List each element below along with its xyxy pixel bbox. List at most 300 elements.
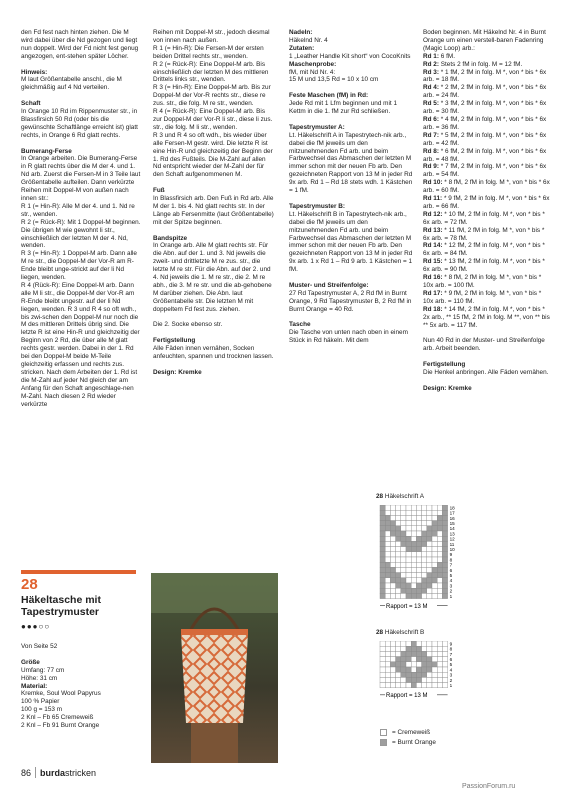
chart-a-cell [427, 562, 432, 567]
chart-a-cell [411, 588, 416, 593]
chart-b-cell [437, 646, 442, 651]
chart-b-cell [437, 667, 442, 672]
legend-label-cream: = Cremeweiß [392, 729, 431, 736]
chart-b-cell [427, 667, 432, 672]
text-para: Die Tasche von unten nach oben in einem Stück in Rd häkeln. Mit dem [289, 329, 408, 345]
chart-a-cell [442, 531, 447, 536]
chart-a-cell [385, 536, 390, 541]
chart-a-label: Häkelschrift A [384, 493, 424, 500]
chart-b-cell [427, 677, 432, 682]
chart-a-row-label: 12 [449, 536, 455, 542]
chart-a-cell [437, 578, 442, 583]
chart-a-cell [390, 505, 395, 510]
chart-b-cell [396, 646, 401, 651]
chart-a-cell [411, 552, 416, 557]
chart-a-cell [442, 562, 447, 567]
chart-a-cell [406, 573, 411, 578]
chart-b-cell [427, 641, 432, 646]
chart-a-cell [396, 567, 401, 572]
chart-a-cell [427, 531, 432, 536]
chart-a-cell [406, 557, 411, 562]
chart-a-cell [385, 593, 390, 598]
chart-a-row-label: 10 [449, 547, 455, 552]
chart-a-cell [396, 510, 401, 515]
material-yarn: Kremke, Soul Wool Papyrus [21, 690, 101, 698]
chart-b-cell [411, 662, 416, 667]
text-para: Rd 6: * 4 fM, 2 fM in folg. M *, von * bis * 6x arb. = 36 fM. [423, 115, 547, 131]
text-para: Die 2. Socke ebenso str. [153, 321, 223, 329]
chart-b-cell [385, 641, 390, 646]
chart-a-cell [385, 505, 390, 510]
chart-a-cell [411, 505, 416, 510]
chart-b-cell [390, 651, 395, 656]
chart-a-cell [437, 536, 442, 541]
chart-b-cell [401, 646, 406, 651]
chart-b-cell [396, 662, 401, 667]
chart-b-cell [411, 646, 416, 651]
chart-a-cell [385, 562, 390, 567]
chart-a-cell [416, 567, 421, 572]
chart-a-cell [432, 557, 437, 562]
chart-a-cell [432, 505, 437, 510]
chart-a-cell [396, 573, 401, 578]
chart-a-cell [401, 531, 406, 536]
chart-b-cell [422, 657, 427, 662]
material-weight: 100 g = 153 m [21, 706, 63, 714]
page-reference: Von Seite 52 [21, 643, 58, 650]
chart-a-cell [427, 521, 432, 526]
text-para: Rd 14: * 12 fM, 2 fM in folg. M *, von * bis * 6x arb. = 84 fM. [423, 242, 545, 258]
text-column-3 [289, 29, 414, 345]
chart-b-cell [416, 641, 421, 646]
chart-a-cell [442, 557, 447, 562]
project-title: Häkeltasche mit Tapestrymuster [21, 594, 101, 618]
text-para: Fertigstellung [153, 337, 196, 345]
text-para: Rd 5: * 3 fM, 2 fM in folg. M *, von * bis * 6x arb. = 30 fM. [423, 100, 547, 116]
chart-b-cell [432, 677, 437, 682]
chart-a-cell [401, 562, 406, 567]
project-number: 28 [21, 576, 38, 593]
chart-b-cell [385, 651, 390, 656]
magazine-brand [40, 768, 96, 778]
chart-b-cell [390, 677, 395, 682]
chart-a-cell [411, 521, 416, 526]
chart-a-cell [396, 515, 401, 520]
text-para: Rd 13: * 11 fM, 2 fM in folg. M *, von * bis * 6x arb. = 78 fM. [423, 226, 545, 242]
text-para: 1 „Leather Handle Kit short“ von CocoKnits [289, 52, 411, 60]
chart-b-cell [390, 641, 395, 646]
chart-a-grid [378, 505, 468, 617]
text-para: Nadeln: [289, 29, 313, 36]
text-para: Rd 4: * 2 fM, 2 fM in folg. M *, von * bis * 6x arb. = 24 fM. [423, 84, 547, 100]
chart-a-row-label: 3 [449, 583, 453, 589]
chart-b-cell [422, 683, 427, 688]
chart-a-cell [416, 531, 421, 536]
chart-b-cell [401, 662, 406, 667]
chart-b-cell [432, 667, 437, 672]
chart-a-cell [416, 515, 421, 520]
chart-a-cell [390, 547, 395, 552]
chart-a-cell [380, 515, 385, 520]
chart-b-label: Häkelschrift B [384, 629, 425, 636]
chart-a-cell [411, 573, 416, 578]
chart-a-cell [396, 583, 401, 588]
chart-a-cell [422, 557, 427, 562]
chart-a-cell [422, 593, 427, 598]
chart-b-cell [411, 683, 416, 688]
chart-a-cell [390, 536, 395, 541]
text-para: R 3 (= Hin-R): Eine Doppel-M arb. Bis zur Doppel-M der Vor-R rechts str., diese re zus. str., die folg. M re str., wenden. [153, 84, 271, 108]
chart-b-row-label: 2 [449, 677, 453, 683]
chart-a-cell [442, 515, 447, 520]
chart-a-cell [401, 557, 406, 562]
chart-a-cell [416, 573, 421, 578]
chart-a-cell [390, 521, 395, 526]
chart-a-cell [442, 541, 447, 546]
chart-a-cell [416, 593, 421, 598]
text-para: Muster- und Streifenfolge: [289, 281, 369, 289]
chart-b-cell [411, 651, 416, 656]
chart-a-cell [432, 578, 437, 583]
material-heading: Material: [21, 682, 48, 690]
material-color-2: 2 Knl – Fb 91 Burnt Orange [21, 722, 100, 730]
chart-a-cell [401, 510, 406, 515]
chart-a-cell [396, 505, 401, 510]
footer-divider [35, 767, 36, 778]
chart-a-cell [396, 526, 401, 531]
chart-b-cell [406, 683, 411, 688]
chart-a-row-label: 9 [449, 552, 453, 558]
chart-a-cell [406, 536, 411, 541]
chart-b-row-label: 3 [449, 672, 453, 678]
chart-a-cell [406, 567, 411, 572]
chart-b-cell [427, 683, 432, 688]
chart-b-cell [437, 683, 442, 688]
chart-a-cell [416, 541, 421, 546]
chart-b-cell [422, 646, 427, 651]
chart-b-cell [437, 662, 442, 667]
chart-a-cell [442, 567, 447, 572]
chart-b-cell [442, 677, 447, 682]
size-heading: Größe [21, 658, 40, 666]
text-para: Rd 1: 6 fM. [423, 52, 455, 60]
chart-a-cell [437, 521, 442, 526]
chart-a-cell [411, 567, 416, 572]
chart-a-cell [427, 547, 432, 552]
chart-a-cell [442, 588, 447, 593]
chart-a-row-label: 8 [449, 557, 453, 563]
chart-a-cell [401, 578, 406, 583]
chart-b-cell [385, 646, 390, 651]
chart-a-rapport-label: Rapport = 13 M [386, 603, 428, 610]
chart-a-cell [427, 526, 432, 531]
chart-b-cell [385, 657, 390, 662]
chart-a-row-label: 16 [449, 515, 455, 521]
chart-a-cell [437, 573, 442, 578]
chart-b-cell [422, 672, 427, 677]
chart-b-cell [442, 667, 447, 672]
chart-a-cell [401, 521, 406, 526]
text-para: In Blassfirsich arb. Den Fuß in Rd arb. Alle M der 1. bis 4. Nd glatt rechts str. In der Länge ab Fersenmitte (laut Größentabelle) mit der Spitze beginnen. [153, 195, 274, 226]
chart-a-title [376, 493, 424, 500]
chart-a-cell [411, 541, 416, 546]
chart-a-cell [416, 547, 421, 552]
material-fibre: 100 % Papier [21, 698, 60, 706]
chart-b-cell [406, 641, 411, 646]
text-column-4 [423, 29, 551, 393]
chart-b-cell [437, 677, 442, 682]
chart-b-rapport-label: Rapport = 13 M [386, 693, 428, 699]
chart-a-cell [401, 547, 406, 552]
chart-a-row-label: 18 [449, 505, 455, 511]
chart-b-cell [406, 672, 411, 677]
text-para: Rd 12: * 10 fM, 2 fM in folg. M *, von * bis * 6x arb. = 72 fM. [423, 210, 545, 226]
text-para: R 1 (= Hin-R): Die Fersen-M der ersten beiden Drittel rechts str., wenden. [153, 44, 264, 60]
chart-a-cell [432, 593, 437, 598]
chart-a-cell [432, 573, 437, 578]
chart-a-cell [422, 526, 427, 531]
chart-b-cell [401, 657, 406, 662]
chart-a-cell [401, 567, 406, 572]
chart-a-cell [390, 588, 395, 593]
chart-a-cell [437, 526, 442, 531]
material-color-1: 2 Knl – Fb 65 Cremeweiß [21, 714, 94, 722]
chart-b-cell [390, 683, 395, 688]
chart-a-cell [385, 573, 390, 578]
chart-a-cell [380, 510, 385, 515]
chart-a-cell [385, 510, 390, 515]
text-para: R 4 (= Rück-R): Eine Doppel-M arb. Bis zur Doppel-M der Vor-R li str., diese li zus. str., die folg. M li str., wenden. [153, 108, 273, 131]
chart-a-cell [427, 573, 432, 578]
chart-a-cell [380, 526, 385, 531]
chart-a-cell [385, 547, 390, 552]
text-para: Boden beginnen. Mit Häkelnd Nr. 4 in Burnt Orange um einen verstell-baren Fadenring (Magic Loop) arb.: [423, 29, 546, 52]
chart-a-cell [422, 531, 427, 536]
chart-a-row-label: 7 [449, 562, 453, 568]
chart-a-cell [406, 526, 411, 531]
chart-a-cell [437, 505, 442, 510]
chart-a-cell [437, 562, 442, 567]
chart-a-cell [432, 583, 437, 588]
chart-b-cell [406, 662, 411, 667]
chart-a-cell [406, 505, 411, 510]
text-para: Häkelnd Nr. 4 [289, 36, 328, 44]
chart-a-cell [427, 583, 432, 588]
chart-a-cell [437, 541, 442, 546]
chart-a-cell [442, 573, 447, 578]
chart-a-cell [401, 515, 406, 520]
chart-a-cell [416, 505, 421, 510]
chart-a-cell [437, 510, 442, 515]
chart-a-cell [422, 521, 427, 526]
text-para: Fertigstellung [423, 361, 466, 369]
chart-b-cell [411, 672, 416, 677]
chart-a-row-label: 5 [449, 573, 453, 578]
text-para: Tapestrymuster B: [289, 202, 345, 210]
chart-a-cell [437, 552, 442, 557]
text-para: den Fd fest nach hinten ziehen. Die M wird dabei über die Nd gezogen und liegt nun doppelt. Wird der Fd nicht fest genug angezogen, ent-stehen später Löcher. [21, 29, 139, 60]
text-para: M laut Größentabelle anschl., die M gleichmäßig auf 4 Nd verteilen. [21, 76, 122, 92]
chart-b-cell [396, 683, 401, 688]
chart-a-cell [380, 588, 385, 593]
chart-a-cell [411, 531, 416, 536]
chart-b-row-label: 8 [449, 646, 453, 652]
chart-b-cell [380, 667, 385, 672]
chart-b-cell [432, 672, 437, 677]
chart-a-cell [422, 588, 427, 593]
chart-a-cell [390, 541, 395, 546]
chart-a-cell [422, 578, 427, 583]
chart-a-cell [432, 547, 437, 552]
chart-a-cell [380, 562, 385, 567]
chart-a-cell [390, 578, 395, 583]
chart-a-cell [427, 557, 432, 562]
chart-a-cell [442, 526, 447, 531]
chart-b-cell [437, 641, 442, 646]
chart-a-cell [416, 510, 421, 515]
chart-a-cell [432, 552, 437, 557]
chart-a-cell [411, 562, 416, 567]
text-para: Jede Rd mit 1 Lfm beginnen und mit 1 Kettm in die 1. fM zur Rd schließen. [289, 100, 397, 116]
chart-a-cell [411, 526, 416, 531]
chart-a-cell [396, 541, 401, 546]
chart-a-cell [432, 536, 437, 541]
chart-a-cell [422, 552, 427, 557]
chart-b-cell [390, 657, 395, 662]
chart-a-cell [432, 515, 437, 520]
text-para: R 4 (Rück-R): Eine Doppel-M arb. Dann alle M li str., die Doppel-M der Vor-R am R-Ende bleibt ungestr. auf der li Nd liegen, wenden. R 3 und R 4 so oft wdh., bis zwi-schen den Doppel-M nur noch die M des mittleren Drittels übrig sind. Die letzte R ist eine Hin-R und gleichzeitig der Beginn von 2 Rd, die über alle M glatt rechts gestr. werden. Dabei in der 1. Rd bei den Doppel-M beide M-Teile gleichzeitig erfassen und rechts zus. stricken. Nach dem Arbeiten der 1. Rd ist die M-Zahl auf jeder Nd gleich der am Anfang für den Schaft angeschlage-nen M-Zahl. Nach diesen 2 Rd wieder verkürzte [21, 281, 140, 408]
chart-b-cell [442, 657, 447, 662]
chart-a-cell [396, 588, 401, 593]
chart-b-row-label: 6 [449, 657, 453, 662]
chart-b-cell [437, 651, 442, 656]
chart-b-cell [396, 657, 401, 662]
chart-a-cell [380, 567, 385, 572]
chart-a-row-label: 11 [449, 541, 455, 547]
chart-b-row-label: 4 [449, 667, 453, 673]
text-para: Rd 11: * 9 fM, 2 fM in folg. M *, von * bis * 6x arb. = 66 fM. [423, 195, 550, 210]
chart-a-cell [380, 505, 385, 510]
chart-a-cell [442, 547, 447, 552]
chart-b-cell [401, 651, 406, 656]
chart-a-cell [396, 593, 401, 598]
chart-a-cell [437, 547, 442, 552]
text-para: Rd 15: * 13 fM, 2 fM in folg. M *, von * bis * 6x arb. = 90 fM. [423, 258, 545, 274]
text-para: Rd 2: Stets 2 fM in folg. M = 12 fM. [423, 60, 523, 68]
chart-b-cell [406, 667, 411, 672]
chart-a-row-label: 6 [449, 567, 453, 573]
chart-a-cell [416, 552, 421, 557]
chart-a-cell [401, 536, 406, 541]
chart-a-cell [442, 521, 447, 526]
text-para: Fuß [153, 187, 165, 195]
chart-a-cell [380, 557, 385, 562]
chart-b-cell [427, 662, 432, 667]
chart-b-cell [411, 657, 416, 662]
chart-a-cell [432, 531, 437, 536]
chart-a-cell [401, 541, 406, 546]
chart-a-cell [422, 536, 427, 541]
chart-b-cell [406, 651, 411, 656]
text-para: Bumerang-Ferse [21, 147, 72, 155]
chart-b-cell [427, 651, 432, 656]
chart-a-cell [422, 505, 427, 510]
chart-a-cell [390, 593, 395, 598]
chart-b-cell [380, 651, 385, 656]
chart-a-cell [380, 552, 385, 557]
chart-a-cell [422, 510, 427, 515]
text-para: R 3 und R 4 so oft wdh., bis wieder über alle Fersen-M gestr. wird. Die letzte R ist eine Hin-R und gleichzeitig der Beginn der 1. Rd des Fußteils. Die M-Zahl auf allen Nd entspricht wieder der M-Zahl der für den Schaft aufgenommenen M. [153, 131, 273, 179]
chart-b-cell [427, 646, 432, 651]
text-para: Rd 3: * 1 fM, 2 fM in folg. M *, von * bis * 6x arb. = 18 fM. [423, 68, 547, 84]
chart-b-cell [442, 651, 447, 656]
chart-a-cell [416, 578, 421, 583]
chart-a-cell [380, 547, 385, 552]
chart-a-cell [406, 547, 411, 552]
chart-b-cell [390, 646, 395, 651]
chart-b-cell [427, 657, 432, 662]
text-para: Rd 8: * 6 fM, 2 fM in folg. M *, von * bis * 6x arb. = 48 fM. [423, 147, 547, 163]
text-column-2 [153, 29, 275, 377]
chart-a-row-label: 2 [449, 588, 453, 594]
chart-a-cell [437, 583, 442, 588]
chart-a-row-label: 13 [449, 531, 455, 537]
chart-a-cell [380, 573, 385, 578]
chart-b-cell [432, 657, 437, 662]
text-para: Rd 18: * 14 fM, 2 fM in folg. M *, von * bis * 2x arb., ** 15 fM, 2 fM in folg. M **, von ** bis ** 5x arb. = 117 fM. [423, 305, 550, 329]
chart-a-row-label: 15 [449, 521, 455, 526]
chart-b-cell [406, 657, 411, 662]
chart-a-cell [390, 531, 395, 536]
chart-a-cell [422, 562, 427, 567]
chart-a-cell [385, 552, 390, 557]
chart-a-cell [416, 521, 421, 526]
text-para: Zutaten: [289, 44, 315, 52]
chart-b-cell [416, 672, 421, 677]
chart-a-cell [411, 515, 416, 520]
chart-a-cell [427, 588, 432, 593]
chart-a-cell [406, 510, 411, 515]
chart-a-cell [380, 593, 385, 598]
text-para: Lt. Häkelschrift B in Tapestrytech-nik arb., dabei die fM jeweils um den mitzunehmenden Fd arb. und beim Farbwechsel das Abmaschen der letzten M immer schon mit der neuen Fb arb. Den gezeichneten Rapport von 13 M in jeder Rd 9x arb. 1 x Rd 1 – Rd 9 arb. 1 Kästchen = 1 fM. [289, 210, 413, 274]
chart-a-cell [406, 552, 411, 557]
chart-a-cell [390, 526, 395, 531]
chart-b-cell [390, 667, 395, 672]
text-para: Tasche [289, 321, 311, 329]
chart-a-cell [385, 531, 390, 536]
chart-a-cell [406, 583, 411, 588]
chart-b-cell [396, 672, 401, 677]
chart-b-cell [442, 672, 447, 677]
chart-a-cell [401, 583, 406, 588]
chart-b-grid [378, 641, 468, 713]
chart-b-cell [422, 651, 427, 656]
size-height: Höhe: 31 cm [21, 674, 58, 682]
chart-a-cell [385, 588, 390, 593]
chart-a-cell [396, 531, 401, 536]
chart-a-cell [396, 562, 401, 567]
chart-b-cell [380, 672, 385, 677]
chart-b-cell [390, 662, 395, 667]
chart-a-cell [380, 536, 385, 541]
text-para: R 1 (= Hin-R): Alle M der 4. und 1. Nd re str., wenden. [21, 202, 135, 218]
chart-b-cell [416, 667, 421, 672]
chart-a-cell [432, 567, 437, 572]
chart-a-cell [422, 547, 427, 552]
chart-b-cell [380, 662, 385, 667]
text-para: In Orange arbeiten. Die Bumerang-Ferse in R glatt rechts über die M der 4. und 1. Nd arb. Zuerst die Fersen-M in 3 Teile laut Größentabelle aufteilen. Dann verkürzte Reihen mit Doppel-M von außen nach innen str.: [21, 155, 141, 202]
text-para: Lt. Häkelschrift A in Tapestrytech-nik arb., dabei die fM jeweils um den mitzunehmenden Fd arb. und beim Farbwechsel das Abmaschen der letzten M immer schon mit der neuen Fb arb. Den gezeichneten Rapport von 13 M in jeder Rd 9x arb. Rd 1 – Rd 18 stets wdh. 1 Kästchen = 1 fM. [289, 131, 413, 195]
